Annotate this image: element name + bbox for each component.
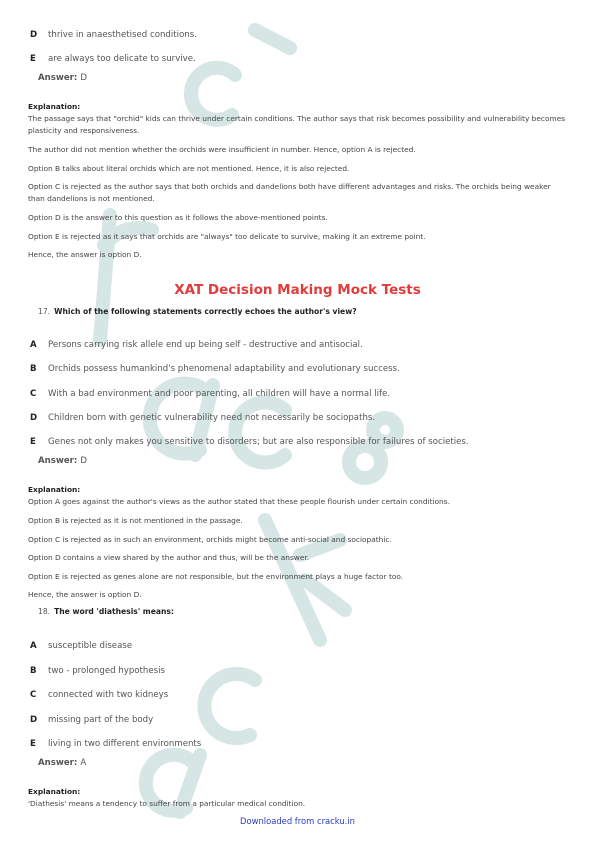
q17-question: 17. Which of the following statements correctly echoes the author's view? <box>38 307 357 316</box>
q17-explanation-heading: Explanation: <box>28 485 81 494</box>
q17-explanation-para: Hence, the answer is option D. <box>28 590 142 599</box>
q17-explanation-para: Option A goes against the author's views as the author stated that these people flourish under certain conditions. <box>28 497 450 506</box>
q16-explanation-para: Option E is rejected as it says that orchids are "always" too delicate to survive, making it an extreme point. <box>28 232 426 241</box>
q17-answer: Answer: D <box>38 456 87 466</box>
q16-explanation-para: Option B talks about literal orchids which are not mentioned. Hence, it is also rejected. <box>28 164 350 173</box>
q16-answer: Answer: D <box>38 73 87 83</box>
q16-option-d: D thrive in anaesthetised conditions. <box>30 30 197 40</box>
q17-option-b: B Orchids possess humankind's phenomenal adaptability and evolutionary success. <box>30 364 400 374</box>
q16-explanation-para: The passage says that "orchid" kids can thrive under certain conditions. The author says that risk becomes possibility and vulnerability becomes plasticity and responsiveness. <box>28 114 566 135</box>
q18-option-d: D missing part of the body <box>30 715 154 725</box>
q17-explanation-para: Option D contains a view shared by the author and thus, will be the answer. <box>28 553 310 562</box>
q17-explanation-para: Option E is rejected as genes alone are not responsible, but the environment plays a huge factor too. <box>28 572 404 581</box>
q18-question: 18. The word 'diathesis' means: <box>38 607 174 616</box>
q17-option-c: C With a bad environment and poor parenting, all children will have a normal life. <box>30 389 391 399</box>
q18-option-b: B two - prolonged hypothesis <box>30 666 165 676</box>
q18-option-c: C connected with two kidneys <box>30 690 169 700</box>
q17-option-e: E Genes not only makes you sensitive to disorders; but are also responsible for failures of societies. <box>30 437 469 447</box>
section-heading: XAT Decision Making Mock Tests <box>174 282 421 298</box>
q17-explanation-para: Option C is rejected as in such an environment, orchids might become anti-social and sociopathic. <box>28 535 392 544</box>
q16-explanation-para: Option D is the answer to this question as it follows the above-mentioned points. <box>28 213 328 222</box>
q18-option-e: E living in two different environments <box>30 739 202 749</box>
q16-explanation-para: Option C is rejected as the author says that both orchids and dandelions both have different advantages and risks. The orchids being weaker than dandelions is not mentioned. <box>28 182 551 203</box>
q18-explanation-heading: Explanation: <box>28 787 81 796</box>
q16-option-e: E are always too delicate to survive. <box>30 54 196 64</box>
q17-explanation-para: Option B is rejected as it is not mentioned in the passage. <box>28 516 243 525</box>
q16-explanation-para: The author did not mention whether the orchids were insufficient in number. Hence, option A is rejected. <box>28 145 416 154</box>
q17-option-d: D Children born with genetic vulnerability need not necessarily be sociopaths. <box>30 413 376 423</box>
q17-option-a: A Persons carrying risk allele end up being self - destructive and antisocial. <box>30 340 363 350</box>
footer-download-link[interactable]: Downloaded from cracku.in <box>240 816 355 826</box>
q18-answer: Answer: A <box>38 758 87 768</box>
q16-explanation-para: Hence, the answer is option D. <box>28 250 142 259</box>
q18-option-a: A susceptible disease <box>30 641 133 651</box>
q18-explanation-para: 'Diathesis' means a tendency to suffer from a particular medical condition. <box>28 799 306 808</box>
q16-explanation-heading: Explanation: <box>28 102 81 111</box>
